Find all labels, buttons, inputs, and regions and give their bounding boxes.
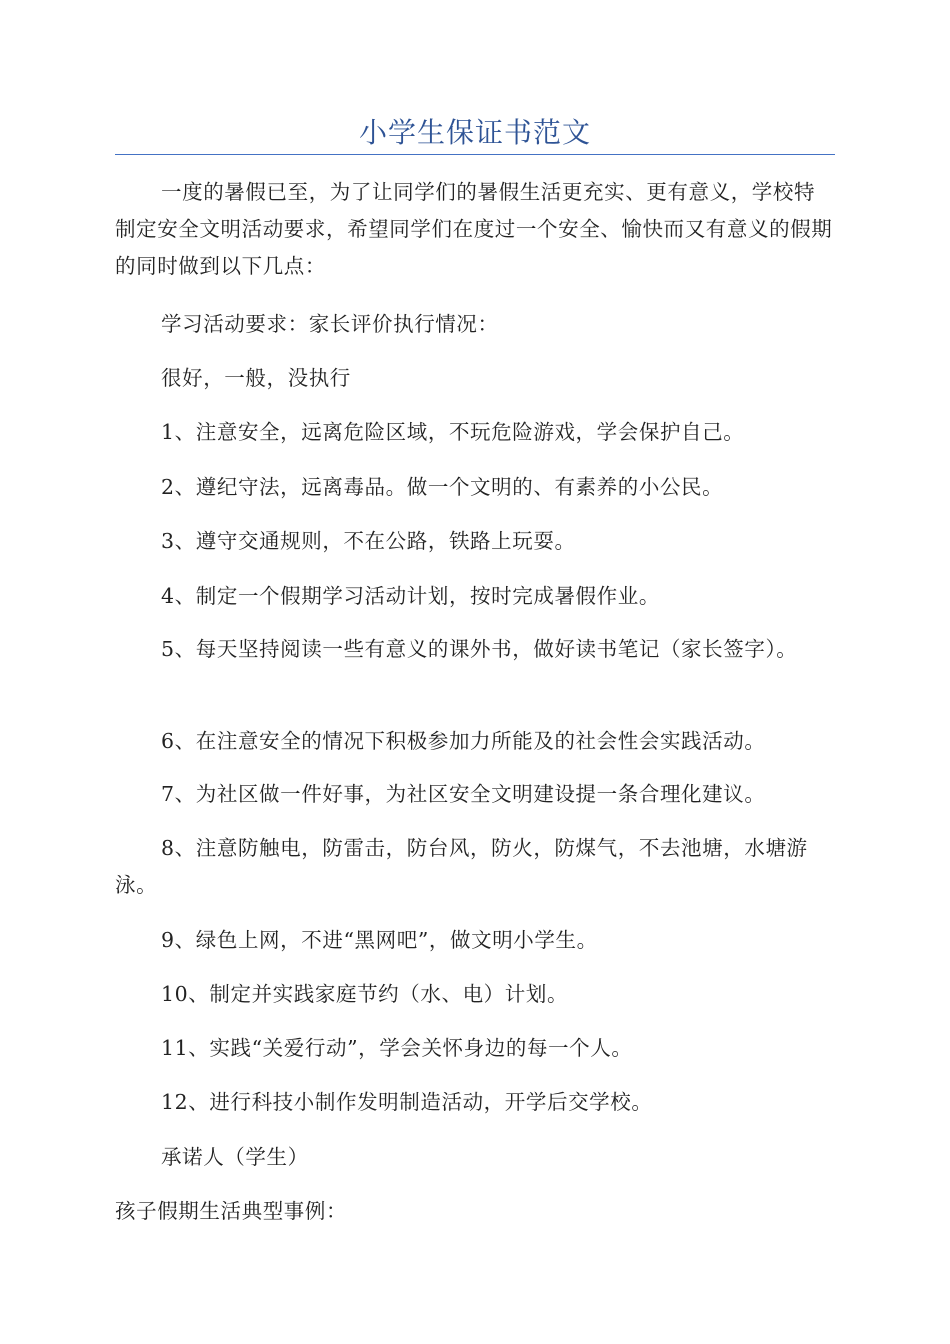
title-underline (115, 154, 835, 155)
paragraph-requirements-heading: 学习活动要求：家长评价执行情况： (161, 312, 499, 336)
list-item-7: 7、为社区做一件好事，为社区安全文明建设提一条合理化建议。 (161, 782, 766, 806)
list-item-2: 2、遵纪守法，远离毒品。做一个文明的、有素养的小公民。 (161, 475, 724, 499)
list-item-5: 5、每天坚持阅读一些有意义的课外书，做好读书笔记（家长签字）。 (161, 637, 798, 661)
list-item-3: 3、遵守交通规则，不在公路，铁路上玩耍。 (161, 529, 576, 553)
pledger-line: 承诺人（学生） (161, 1145, 309, 1169)
document-title: 小学生保证书范文 (358, 116, 591, 149)
paragraph-rating-options: 很好，一般，没执行 (161, 366, 351, 390)
list-item-4: 4、制定一个假期学习活动计划，按时完成暑假作业。 (161, 584, 660, 608)
list-item-1: 1、注意安全，远离危险区域，不玩危险游戏，学会保护自己。 (161, 420, 745, 444)
list-item-9: 9、绿色上网，不进“黑网吧”，做文明小学生。 (161, 928, 598, 952)
list-item-8: 8、注意防触电，防雷击，防台风，防火，防煤气，不去池塘，水塘游泳。 (115, 836, 808, 897)
intro-paragraph: 一度的暑假已至，为了让同学们的暑假生活更充实、更有意义，学校特制定安全文明活动要求，希望同学们在度过一个安全、愉快而又有意义的假期的同时做到以下几点： (115, 180, 833, 278)
list-item-6: 6、在注意安全的情况下积极参加力所能及的社会性会实践活动。 (161, 729, 766, 753)
list-item-10: 10、制定并实践家庭节约（水、电）计划。 (161, 982, 569, 1006)
list-item-12: 12、进行科技小制作发明制造活动，开学后交学校。 (161, 1090, 653, 1114)
list-item-11: 11、实践“关爱行动”，学会关怀身边的每一个人。 (161, 1036, 633, 1060)
examples-heading: 孩子假期生活典型事例： (115, 1199, 348, 1223)
